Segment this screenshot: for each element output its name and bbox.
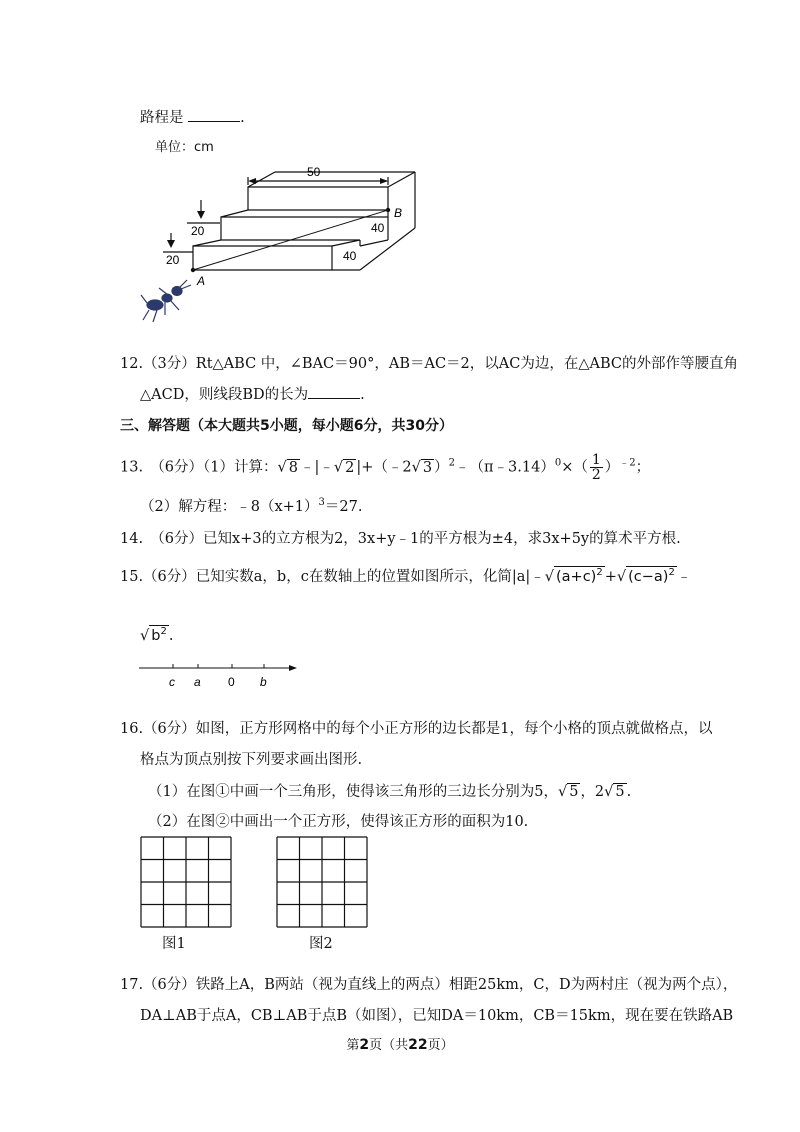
fig2-caption: 图2 (309, 936, 333, 952)
q12-line2-text: △ACD，则线段BD的长为 (140, 387, 309, 403)
radicand: 5 (615, 784, 625, 800)
sqrt-symbol: √ (277, 459, 287, 476)
exponent: 2 (448, 457, 455, 469)
q16-p1-text: （1）在图①中画一个三角形，使得该三角形的三边长分别为5， (148, 784, 558, 800)
q11-end: . (240, 110, 245, 126)
q12-line1: 12.（3分）Rt△ABC 中，∠BAC＝90°，AB＝AC＝2，以AC为边，在△ABC的外部作等腰直角 (120, 356, 738, 372)
q16-p1-end: . (626, 784, 632, 800)
exponent: 2 (668, 567, 675, 579)
answer-blank[interactable] (188, 108, 240, 122)
expr-part: ×（ (561, 459, 588, 476)
point-b: B (394, 206, 403, 220)
footer-mid: 页（共 (369, 1038, 409, 1053)
page-total: 22 (408, 1037, 428, 1053)
q13-part2 (140, 495, 362, 516)
exponent: ﹣2 (619, 457, 636, 469)
sqrt-symbol: √ (140, 627, 150, 644)
expr-part: ﹣|﹣ (300, 459, 334, 476)
radicand: 3 (422, 459, 433, 476)
q16-part2: （2）在图②中画出一个正方形，使得该正方形的面积为10. (148, 814, 529, 830)
radicand-text: b (151, 627, 161, 644)
q15-line1 (120, 565, 691, 586)
denominator: 2 (591, 467, 601, 483)
dim-d2: 40 (343, 249, 357, 263)
exponent: 2 (160, 626, 167, 637)
axis-label-a: a (194, 675, 201, 689)
grid-figure-1[interactable] (140, 836, 235, 928)
q16-part1 (148, 780, 631, 801)
sqrt-symbol: √ (557, 784, 568, 800)
stairs-figure (135, 160, 435, 330)
axis-label-c: c (169, 675, 175, 689)
radicand: 8 (288, 459, 298, 476)
page-number: 2 (359, 1037, 370, 1053)
radicand (554, 566, 605, 586)
expr-part: |+（﹣2 (356, 459, 412, 476)
sqrt-symbol: √ (544, 569, 554, 585)
q16-line1: 16.（6分）如图，正方形网格中的每个小正方形的边长都是1，每个小格的顶点就做格点，以 (120, 721, 713, 737)
expr-part: ） (604, 459, 620, 476)
q15-end: . (168, 627, 174, 644)
expr-end: ； (635, 459, 651, 476)
exponent: 0 (554, 457, 562, 469)
q11-tail (140, 106, 245, 127)
dim-h1: 20 (191, 224, 205, 238)
radicand (626, 566, 677, 586)
dim-h2: 20 (166, 253, 180, 267)
operator: + (604, 569, 617, 585)
q14: 14. （6分）已知x+3的立方根为2，3x+y﹣1的平方根为±4，求3x+5y的算术平方根. (120, 531, 681, 547)
sqrt-symbol: √ (333, 459, 344, 476)
q13-part1 (120, 453, 650, 482)
fig1-caption: 图1 (162, 936, 186, 952)
dim-d1: 40 (371, 221, 385, 235)
q12-line2 (140, 383, 365, 404)
point-a: A (197, 274, 206, 288)
footer-post: 页） (427, 1038, 454, 1053)
expr-part: ） (434, 459, 449, 476)
exponent: 3 (318, 497, 325, 509)
answer-blank[interactable] (308, 385, 360, 399)
section-heading: 三、解答题（本大题共5小题，每小题6分，共30分） (120, 418, 453, 434)
axis-label-b: b (260, 675, 267, 689)
footer-pre: 第 (346, 1038, 360, 1053)
exponent: 2 (596, 567, 603, 579)
page-footer (0, 1034, 800, 1053)
q13-p2-text: （2）解方程：﹣8（x+1） (140, 499, 319, 515)
sqrt-symbol: √ (616, 569, 627, 585)
q11-tail-text: 路程是 (140, 110, 184, 126)
q16-p1-mid: ，2 (580, 784, 605, 800)
number-line (135, 660, 305, 692)
sqrt-symbol: √ (411, 459, 421, 476)
ant-icon (141, 280, 191, 322)
q17-line1: 17.（6分）铁路上A，B两站（视为直线上的两点）相距25km，C，D为两村庄（视为两个点）， (120, 977, 738, 993)
radicand-text: (c−a) (628, 569, 669, 585)
q15-line2 (140, 625, 173, 645)
q13-prefix: 13. （6分）（1）计算： (120, 459, 278, 476)
q12-end: . (360, 387, 365, 403)
q15-prefix: 15.（6分）已知实数a，b，c在数轴上的位置如图所示，化简|a|﹣ (120, 569, 545, 585)
numerator: 1 (591, 452, 601, 468)
operator: ﹣ (676, 569, 692, 585)
radicand: 5 (569, 784, 579, 800)
radicand: 2 (345, 459, 355, 476)
q13-p2-end: ＝27. (324, 499, 363, 515)
sqrt-symbol: √ (604, 784, 614, 800)
stairs-unit: 单位：cm (155, 140, 214, 155)
radicand (149, 625, 169, 645)
axis-label-zero: 0 (228, 675, 235, 689)
expr-part: ﹣（π﹣3.14） (455, 459, 555, 476)
q17-line2: DA⊥AB于点A，CB⊥AB于点B（如图），已知DA＝10km，CB＝15km，现在要在铁路AB (140, 1008, 734, 1024)
q16-line2: 格点为顶点别按下列要求画出图形. (140, 752, 363, 768)
radicand-text: (a+c) (556, 569, 597, 585)
fraction (590, 453, 603, 482)
dim-top: 50 (307, 165, 321, 179)
grid-figure-2[interactable] (276, 836, 371, 928)
